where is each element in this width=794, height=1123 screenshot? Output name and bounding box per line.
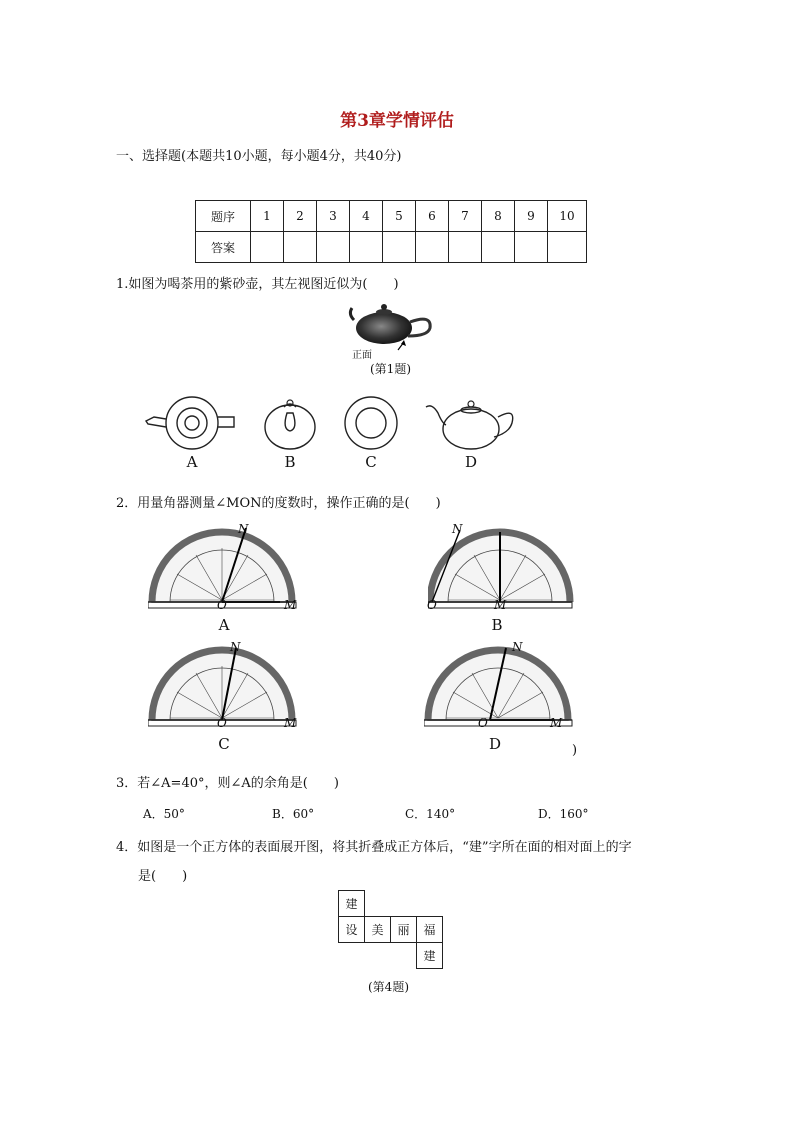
option-b-label[interactable]: B [491, 616, 503, 634]
net-cell: 福 [417, 917, 443, 943]
option-b-label[interactable]: B [284, 453, 296, 471]
option-c-figure[interactable] [342, 393, 400, 453]
row-header: 答案 [196, 232, 251, 263]
table-row [196, 201, 587, 232]
option-d-label[interactable]: D [488, 735, 502, 753]
net-cell: 建 [417, 943, 443, 969]
option-a[interactable]: A．50° [143, 807, 185, 821]
answer-cell[interactable] [383, 232, 416, 263]
page-title: 第3章学情评估 [340, 111, 454, 131]
label-n: N [230, 640, 241, 654]
net-cell: 设 [339, 917, 365, 943]
question-number: 6 [416, 201, 449, 232]
option-a-label[interactable]: A [218, 616, 230, 634]
question-4-text: 4．如图是一个正方体的表面展开图，将其折叠成正方体后，“建”字所在面的相对面上的字 [116, 840, 632, 855]
option-a-label[interactable]: A [186, 453, 198, 471]
option-c[interactable]: C．140° [405, 807, 456, 821]
answer-cell[interactable] [482, 232, 515, 263]
question-number: 4 [350, 201, 383, 232]
option-d-label[interactable]: D [464, 453, 478, 471]
option-c-label[interactable]: C [365, 453, 377, 471]
label-m: M [494, 598, 507, 612]
question-number: 10 [548, 201, 587, 232]
net-cell: 美 [365, 917, 391, 943]
answer-cell[interactable] [350, 232, 383, 263]
question-4-text-cont: 是( ) [138, 869, 188, 884]
label-m: M [284, 598, 297, 612]
question-number: 7 [449, 201, 482, 232]
option-d[interactable]: D．160° [538, 807, 589, 821]
answer-cell[interactable] [548, 232, 587, 263]
answer-cell[interactable] [317, 232, 350, 263]
question-number: 2 [284, 201, 317, 232]
label-n: N [512, 640, 523, 654]
question-number: 5 [383, 201, 416, 232]
label-o: O [217, 716, 227, 730]
label-n: N [452, 522, 463, 536]
front-label: 正面 [352, 350, 372, 361]
label-o: O [427, 598, 437, 612]
answer-cell[interactable] [251, 232, 284, 263]
label-m: M [550, 716, 563, 730]
question-number: 3 [317, 201, 350, 232]
answer-cell[interactable] [449, 232, 482, 263]
option-d-figure[interactable] [424, 393, 518, 453]
option-b[interactable]: B．60° [272, 807, 315, 821]
stray-paren: ) [572, 743, 578, 758]
option-a-figure[interactable] [140, 393, 240, 453]
answer-cell[interactable] [284, 232, 317, 263]
question-1-text: 1.如图为喝茶用的紫砂壶，其左视图近似为( ) [116, 277, 399, 292]
net-cell: 建 [339, 891, 365, 917]
question-2-text: 2．用量角器测量∠MON的度数时，操作正确的是( ) [116, 496, 441, 511]
question-number: 9 [515, 201, 548, 232]
answer-cell[interactable] [416, 232, 449, 263]
label-m: M [284, 716, 297, 730]
figure-caption: (第4题) [368, 980, 409, 994]
answer-table [195, 200, 587, 263]
cube-net [338, 890, 443, 969]
answer-cell[interactable] [515, 232, 548, 263]
label-o: O [217, 598, 227, 612]
option-c-label[interactable]: C [218, 735, 230, 753]
label-n: N [238, 522, 249, 536]
label-o: O [478, 716, 488, 730]
table-row [196, 232, 587, 263]
option-b-figure[interactable] [262, 393, 318, 453]
question-number: 1 [251, 201, 284, 232]
row-header: 题序 [196, 201, 251, 232]
figure-caption: (第1题) [370, 362, 411, 376]
question-number: 8 [482, 201, 515, 232]
question-3-text: 3．若∠A=40°，则∠A的余角是( ) [116, 776, 339, 791]
net-cell: 丽 [391, 917, 417, 943]
section-heading: 一、选择题(本题共10小题，每小题4分，共40分) [116, 149, 402, 164]
